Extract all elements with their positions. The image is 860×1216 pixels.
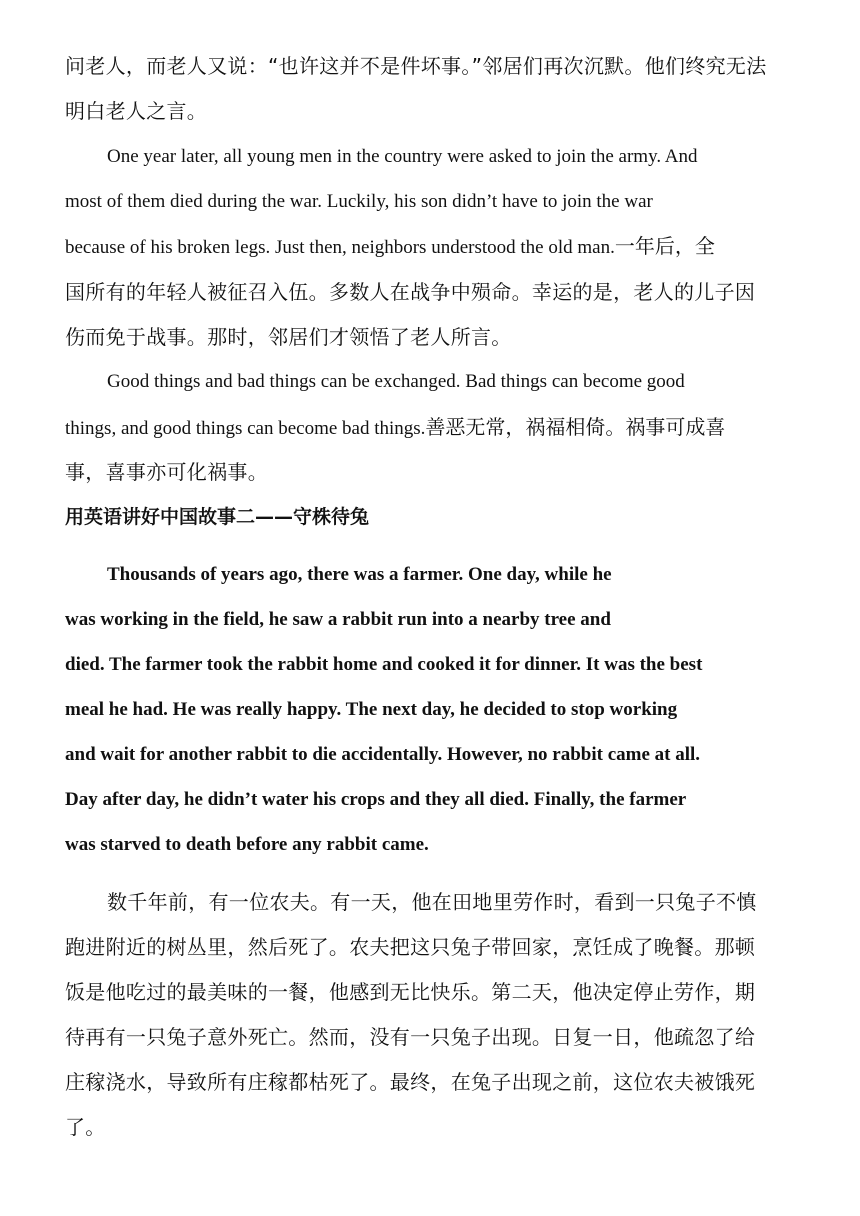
story2-en-line: and wait for another rabbit to die accidentally. However, no rabbit came at all. [65, 744, 701, 765]
story2-en-line: Day after day, he didn’t water his crops and they all died. Finally, the farmer [65, 789, 687, 810]
story1-para2-line: One year later, all young men in the country were asked to join the army. And [107, 146, 698, 167]
story2-en-line: meal he had. He was really happy. The next day, he decided to stop working [65, 699, 678, 720]
story1-para3-mixed-line [65, 417, 725, 438]
story1-para2-line: most of them died during the war. Luckily, his son didn’t have to join the war [65, 191, 653, 212]
story2-en-line: was working in the field, he saw a rabbit run into a nearby tree and [65, 609, 611, 630]
story1-para2-line: 伤而免于战事。那时，邻居们才领悟了老人所言。 [65, 325, 512, 349]
story2-cn-line: 数千年前，有一位农夫。有一天，他在田地里劳作时，看到一只兔子不慎 [107, 890, 757, 914]
story2-cn-line: 庄稼浇水，导致所有庄稼都枯死了。最终，在兔子出现之前，这位农夫被饿死 [65, 1070, 756, 1094]
story1-para3-en-segment: things, and good things can become bad things. [65, 418, 426, 439]
story1-para2-line: 国所有的年轻人被征召入伍。多数人在战争中殒命。幸运的是，老人的儿子因 [65, 280, 756, 304]
story1-cn-line: 问老人，而老人又说：“也许这并不是件坏事。”邻居们再次沉默。他们终究无法 [65, 54, 767, 78]
story1-para2-mixed-line [65, 236, 715, 257]
story1-para2-en-segment: because of his broken legs. Just then, neighbors understood the old man. [65, 237, 615, 258]
story2-cn-line: 了。 [65, 1115, 106, 1139]
story2-en-line: Thousands of years ago, there was a farmer. One day, while he [107, 564, 612, 585]
story1-para3-line: Good things and bad things can be exchanged. Bad things can become good [107, 371, 685, 392]
section-heading: 用英语讲好中国故事二——守株待兔 [65, 506, 370, 528]
story2-en-line: died. The farmer took the rabbit home and cooked it for dinner. It was the best [65, 654, 703, 675]
story2-cn-line: 饭是他吃过的最美味的一餐，他感到无比快乐。第二天，他决定停止劳作，期 [65, 980, 756, 1004]
story1-para2-cn-segment: 一年后，全 [614, 234, 715, 258]
story2-cn-line: 跑进附近的树丛里，然后死了。农夫把这只兔子带回家，烹饪成了晚餐。那顿 [65, 935, 756, 959]
story1-cn-line: 明白老人之言。 [65, 99, 208, 123]
story2-cn-line: 待再有一只兔子意外死亡。然而，没有一只兔子出现。日复一日，他疏忽了给 [65, 1025, 756, 1049]
story1-para3-line: 事，喜事亦可化祸事。 [65, 460, 268, 484]
story1-para3-cn-segment: 善恶无常，祸福相倚。祸事可成喜 [425, 415, 726, 439]
story2-en-line: was starved to death before any rabbit came. [65, 834, 429, 855]
